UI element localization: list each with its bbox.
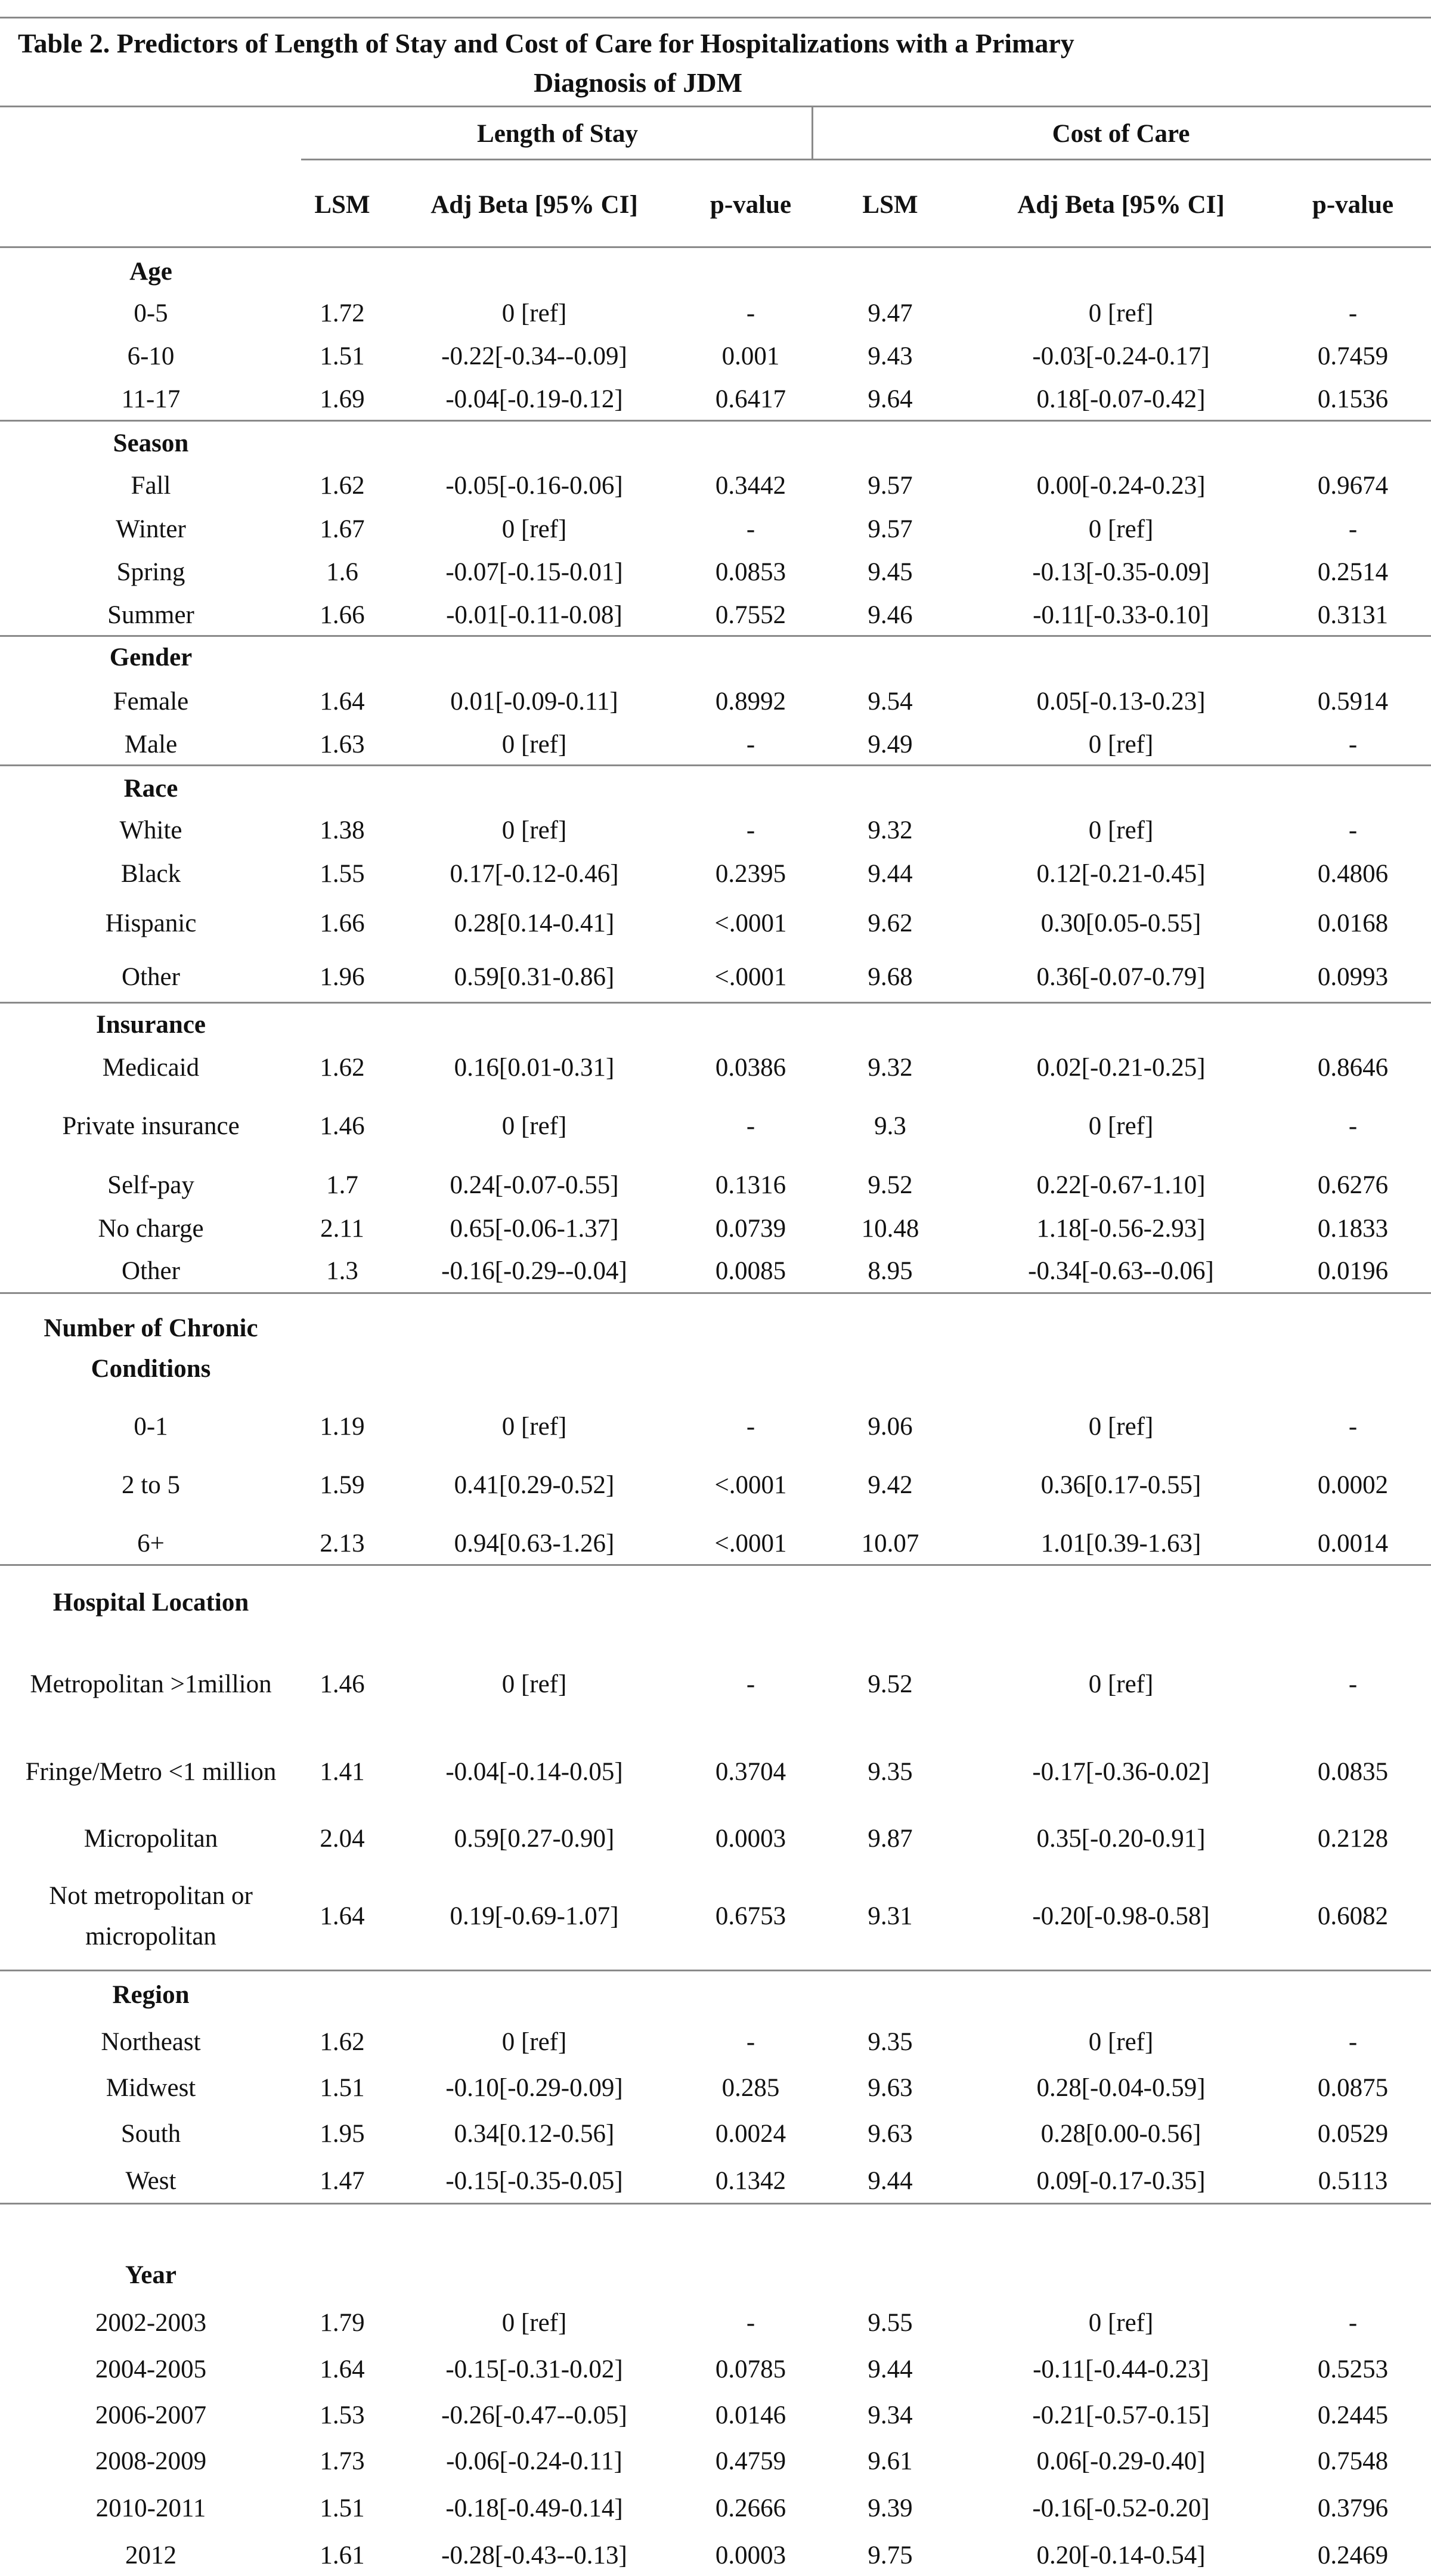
cell-coc-adj-beta: 0.18[-0.07-0.42] bbox=[1036, 385, 1206, 413]
cell-coc-p-value: 0.1536 bbox=[1317, 385, 1389, 413]
cell-coc-lsm: 9.62 bbox=[868, 909, 913, 937]
cell-los-lsm: 1.72 bbox=[320, 299, 365, 327]
cell-los-p-value: 0.8992 bbox=[715, 688, 786, 716]
cell-coc-adj-beta: -0.16[-0.52-0.20] bbox=[1032, 2494, 1210, 2522]
cell-coc-adj-beta: -0.03[-0.24-0.17] bbox=[1032, 342, 1210, 370]
cell-los-adj-beta: -0.28[-0.43--0.13] bbox=[441, 2541, 627, 2569]
cell-coc-lsm: 10.07 bbox=[861, 1530, 919, 1558]
cell-label: 2010-2011 bbox=[95, 2494, 206, 2522]
cell-los-p-value: <.0001 bbox=[714, 963, 787, 991]
cell-los-lsm: 1.46 bbox=[320, 1670, 365, 1698]
cell-los-p-value: 0.2395 bbox=[715, 860, 786, 888]
cell-coc-p-value: - bbox=[1348, 2028, 1358, 2056]
section-header: Year bbox=[125, 2261, 176, 2289]
cell-los-adj-beta: -0.26[-0.47--0.05] bbox=[441, 2401, 627, 2429]
cell-coc-lsm: 9.63 bbox=[868, 2120, 913, 2148]
cell-los-lsm: 1.95 bbox=[320, 2120, 365, 2148]
cell-coc-adj-beta: 0.12[-0.21-0.45] bbox=[1036, 860, 1206, 888]
title-rule bbox=[0, 106, 1431, 107]
cell-los-adj-beta: 0.17[-0.12-0.46] bbox=[450, 860, 619, 888]
column-header-los-p-value: p-value bbox=[710, 191, 792, 219]
cell-los-lsm: 1.66 bbox=[320, 601, 365, 629]
cell-label: 11-17 bbox=[121, 385, 181, 413]
section-header: Region bbox=[112, 1981, 190, 2009]
cell-coc-lsm: 9.68 bbox=[868, 963, 913, 991]
cell-los-lsm: 1.69 bbox=[320, 385, 365, 413]
cell-label: Female bbox=[113, 688, 189, 716]
cell-los-p-value: 0.3442 bbox=[715, 472, 786, 500]
section-header: Age bbox=[129, 258, 172, 286]
cell-los-p-value: 0.0785 bbox=[715, 2355, 786, 2383]
section-header: Hospital Location bbox=[52, 1589, 249, 1617]
cell-coc-p-value: 0.0168 bbox=[1317, 909, 1389, 937]
cell-los-adj-beta: 0 [ref] bbox=[501, 2028, 567, 2056]
cell-coc-lsm: 8.95 bbox=[868, 1257, 913, 1285]
cell-coc-p-value: - bbox=[1348, 730, 1358, 758]
cell-coc-p-value: - bbox=[1348, 1413, 1358, 1441]
cell-los-adj-beta: 0 [ref] bbox=[501, 816, 567, 844]
cell-coc-p-value: - bbox=[1348, 299, 1358, 327]
cell-los-lsm: 1.62 bbox=[320, 2028, 365, 2056]
cell-los-adj-beta: -0.07[-0.15-0.01] bbox=[445, 558, 623, 586]
cell-los-lsm: 1.51 bbox=[320, 2494, 365, 2522]
cell-coc-lsm: 9.55 bbox=[868, 2309, 913, 2337]
cell-los-lsm: 1.73 bbox=[320, 2447, 365, 2475]
cell-coc-lsm: 9.75 bbox=[868, 2541, 913, 2569]
cell-coc-adj-beta: 0.00[-0.24-0.23] bbox=[1036, 472, 1206, 500]
cell-coc-p-value: 0.0014 bbox=[1317, 1530, 1389, 1558]
cell-los-adj-beta: -0.16[-0.29--0.04] bbox=[441, 1257, 627, 1285]
column-header-coc-p-value: p-value bbox=[1312, 191, 1394, 219]
cell-coc-adj-beta: 0 [ref] bbox=[1088, 2028, 1154, 2056]
cell-coc-lsm: 9.34 bbox=[868, 2401, 913, 2429]
cell-los-lsm: 1.64 bbox=[320, 688, 365, 716]
cell-los-adj-beta: 0 [ref] bbox=[501, 1670, 567, 1698]
cell-los-p-value: - bbox=[746, 1413, 755, 1441]
section-rule bbox=[0, 420, 1431, 422]
cell-los-lsm: 1.64 bbox=[320, 2355, 365, 2383]
column-header-coc-lsm: LSM bbox=[862, 191, 918, 219]
cell-los-p-value: 0.6753 bbox=[715, 1902, 786, 1930]
column-header-coc-adj-beta: Adj Beta [95% CI] bbox=[1017, 191, 1225, 219]
cell-coc-p-value: 0.2128 bbox=[1317, 1825, 1389, 1853]
cell-coc-p-value: 0.2514 bbox=[1317, 558, 1389, 586]
cell-coc-adj-beta: 0 [ref] bbox=[1088, 730, 1154, 758]
cell-los-adj-beta: 0.24[-0.07-0.55] bbox=[450, 1171, 619, 1199]
cell-label: Self-pay bbox=[107, 1171, 194, 1199]
cell-los-p-value: 0.1316 bbox=[715, 1171, 786, 1199]
cell-coc-adj-beta: 0.09[-0.17-0.35] bbox=[1036, 2167, 1206, 2195]
cell-label: West bbox=[125, 2167, 176, 2195]
cell-coc-adj-beta: 0 [ref] bbox=[1088, 1413, 1154, 1441]
cell-coc-p-value: 0.0002 bbox=[1317, 1471, 1389, 1499]
cell-los-p-value: 0.0003 bbox=[715, 1825, 786, 1853]
cell-coc-p-value: 0.0196 bbox=[1317, 1257, 1389, 1285]
cell-los-p-value: - bbox=[746, 299, 755, 327]
section-header: Gender bbox=[109, 643, 193, 671]
cell-coc-adj-beta: -0.13[-0.35-0.09] bbox=[1032, 558, 1210, 586]
cell-los-lsm: 1.67 bbox=[320, 515, 365, 543]
cell-coc-lsm: 9.61 bbox=[868, 2447, 913, 2475]
cell-los-adj-beta: -0.05[-0.16-0.06] bbox=[445, 472, 623, 500]
cell-label: 2 to 5 bbox=[122, 1471, 180, 1499]
cell-coc-adj-beta: 0 [ref] bbox=[1088, 816, 1154, 844]
cell-los-p-value: 0.001 bbox=[721, 342, 780, 370]
cell-los-lsm: 1.41 bbox=[320, 1758, 365, 1786]
cell-los-p-value: <.0001 bbox=[714, 1471, 787, 1499]
cell-coc-lsm: 10.48 bbox=[861, 1215, 919, 1243]
cell-coc-p-value: 0.7548 bbox=[1317, 2447, 1389, 2475]
cell-los-lsm: 2.11 bbox=[320, 1215, 364, 1243]
cell-los-p-value: 0.3704 bbox=[715, 1758, 786, 1786]
cell-coc-p-value: 0.5914 bbox=[1317, 688, 1389, 716]
cell-coc-adj-beta: 0.20[-0.14-0.54] bbox=[1036, 2541, 1206, 2569]
cell-los-adj-beta: 0.19[-0.69-1.07] bbox=[450, 1902, 619, 1930]
cell-coc-lsm: 9.44 bbox=[868, 2355, 913, 2383]
cell-label: Other bbox=[122, 1257, 180, 1285]
cell-los-lsm: 1.46 bbox=[320, 1112, 365, 1140]
cell-coc-lsm: 9.49 bbox=[868, 730, 913, 758]
cell-coc-adj-beta: 1.18[-0.56-2.93] bbox=[1036, 1215, 1206, 1243]
cell-los-adj-beta: -0.15[-0.35-0.05] bbox=[445, 2167, 623, 2195]
cell-los-lsm: 1.47 bbox=[320, 2167, 365, 2195]
cell-label: Fringe/Metro <1 million bbox=[25, 1758, 277, 1786]
cell-coc-p-value: 0.8646 bbox=[1317, 1054, 1389, 1082]
cell-coc-adj-beta: -0.20[-0.98-0.58] bbox=[1032, 1902, 1210, 1930]
cell-label: Other bbox=[122, 963, 180, 991]
cell-los-adj-beta: 0.59[0.27-0.90] bbox=[454, 1825, 615, 1853]
cell-coc-lsm: 9.64 bbox=[868, 385, 913, 413]
cell-los-adj-beta: -0.22[-0.34--0.09] bbox=[441, 342, 627, 370]
cell-los-p-value: 0.6417 bbox=[715, 385, 786, 413]
cell-los-p-value: - bbox=[746, 1112, 755, 1140]
cell-los-p-value: 0.4759 bbox=[715, 2447, 786, 2475]
cell-coc-p-value: 0.2445 bbox=[1317, 2401, 1389, 2429]
cell-coc-lsm: 9.45 bbox=[868, 558, 913, 586]
cell-coc-lsm: 9.54 bbox=[868, 688, 913, 716]
cell-los-lsm: 1.61 bbox=[320, 2541, 365, 2569]
cell-los-adj-beta: 0.94[0.63-1.26] bbox=[454, 1530, 615, 1558]
column-header-los-lsm: LSM bbox=[314, 191, 370, 219]
cell-los-lsm: 2.04 bbox=[320, 1825, 365, 1853]
cell-coc-p-value: 0.6276 bbox=[1317, 1171, 1389, 1199]
cell-coc-lsm: 9.52 bbox=[868, 1670, 913, 1698]
cell-coc-lsm: 9.87 bbox=[868, 1825, 913, 1853]
cell-coc-p-value: 0.0875 bbox=[1317, 2074, 1389, 2102]
group-divider bbox=[811, 106, 813, 159]
cell-label: Medicaid bbox=[102, 1054, 200, 1082]
cell-label: No charge bbox=[98, 1215, 204, 1243]
cell-los-adj-beta: 0 [ref] bbox=[501, 730, 567, 758]
cell-label: Hispanic bbox=[105, 909, 197, 937]
cell-coc-p-value: - bbox=[1348, 515, 1358, 543]
cell-coc-adj-beta: -0.11[-0.44-0.23] bbox=[1033, 2355, 1209, 2383]
cell-los-lsm: 1.62 bbox=[320, 472, 365, 500]
cell-los-adj-beta: 0 [ref] bbox=[501, 515, 567, 543]
cell-los-p-value: - bbox=[746, 2309, 755, 2337]
cell-los-adj-beta: -0.15[-0.31-0.02] bbox=[445, 2355, 623, 2383]
cell-los-adj-beta: 0 [ref] bbox=[501, 1112, 567, 1140]
section-rule bbox=[0, 1564, 1431, 1566]
cell-coc-lsm: 9.35 bbox=[868, 2028, 913, 2056]
cell-label: 6+ bbox=[137, 1530, 165, 1558]
cell-label: 2012 bbox=[125, 2541, 176, 2569]
cell-coc-adj-beta: 0.02[-0.21-0.25] bbox=[1036, 1054, 1206, 1082]
cell-coc-p-value: 0.5113 bbox=[1318, 2167, 1388, 2195]
section-header: Insurance bbox=[96, 1011, 206, 1039]
cell-los-adj-beta: -0.04[-0.14-0.05] bbox=[445, 1758, 623, 1786]
cell-label: Midwest bbox=[106, 2074, 196, 2102]
cell-label: 2006-2007 bbox=[95, 2401, 207, 2429]
cell-coc-lsm: 9.06 bbox=[868, 1413, 913, 1441]
cell-label: Male bbox=[124, 730, 178, 758]
cell-los-adj-beta: 0.41[0.29-0.52] bbox=[454, 1471, 615, 1499]
cell-coc-p-value: 0.4806 bbox=[1317, 860, 1389, 888]
cell-label: Winter bbox=[116, 515, 186, 543]
cell-coc-lsm: 9.57 bbox=[868, 515, 913, 543]
cell-coc-adj-beta: 1.01[0.39-1.63] bbox=[1040, 1530, 1201, 1558]
cell-coc-adj-beta: 0 [ref] bbox=[1088, 299, 1154, 327]
cell-los-p-value: <.0001 bbox=[714, 909, 787, 937]
cell-coc-adj-beta: 0.06[-0.29-0.40] bbox=[1036, 2447, 1206, 2475]
cell-coc-p-value: 0.9674 bbox=[1317, 472, 1389, 500]
section-rule bbox=[0, 1002, 1431, 1004]
cell-coc-adj-beta: -0.11[-0.33-0.10] bbox=[1033, 601, 1209, 629]
cell-coc-lsm: 9.52 bbox=[868, 1171, 913, 1199]
cell-coc-lsm: 9.47 bbox=[868, 299, 913, 327]
cell-coc-p-value: - bbox=[1348, 816, 1358, 844]
cell-los-p-value: - bbox=[746, 2028, 755, 2056]
cell-coc-adj-beta: 0.30[0.05-0.55] bbox=[1040, 909, 1201, 937]
cell-coc-p-value: 0.5253 bbox=[1317, 2355, 1389, 2383]
cell-los-lsm: 1.6 bbox=[326, 558, 358, 586]
cell-coc-p-value: 0.3796 bbox=[1317, 2494, 1389, 2522]
cell-los-p-value: 0.285 bbox=[721, 2074, 780, 2102]
cell-coc-lsm: 9.44 bbox=[868, 860, 913, 888]
section-header: Race bbox=[123, 775, 178, 803]
cell-coc-adj-beta: 0 [ref] bbox=[1088, 1112, 1154, 1140]
cell-los-p-value: 0.2666 bbox=[715, 2494, 786, 2522]
cell-coc-lsm: 9.39 bbox=[868, 2494, 913, 2522]
group-header-cost-of-care: Cost of Care bbox=[1052, 120, 1190, 148]
cell-coc-lsm: 9.43 bbox=[868, 342, 913, 370]
cell-los-adj-beta: -0.04[-0.19-0.12] bbox=[445, 385, 623, 413]
cell-los-p-value: 0.0085 bbox=[715, 1257, 786, 1285]
cell-label: Black bbox=[120, 860, 181, 888]
cell-los-adj-beta: 0 [ref] bbox=[501, 2309, 567, 2337]
cell-los-lsm: 1.55 bbox=[320, 860, 365, 888]
cell-coc-adj-beta: 0 [ref] bbox=[1088, 1670, 1154, 1698]
group-rule bbox=[301, 159, 1431, 160]
cell-los-p-value: 0.0003 bbox=[715, 2541, 786, 2569]
cell-label: White bbox=[119, 816, 182, 844]
cell-coc-p-value: 0.1833 bbox=[1317, 1215, 1389, 1243]
cell-label: Fall bbox=[131, 472, 171, 500]
header-rule bbox=[0, 246, 1431, 248]
cell-coc-lsm: 9.42 bbox=[868, 1471, 913, 1499]
cell-coc-adj-beta: 0.28[-0.04-0.59] bbox=[1036, 2074, 1206, 2102]
cell-los-p-value: <.0001 bbox=[714, 1530, 787, 1558]
section-header: Season bbox=[113, 429, 189, 457]
cell-los-adj-beta: 0.34[0.12-0.56] bbox=[454, 2120, 615, 2148]
cell-coc-p-value: 0.0993 bbox=[1317, 963, 1389, 991]
cell-coc-p-value: 0.2469 bbox=[1317, 2541, 1389, 2569]
cell-label: Summer bbox=[107, 601, 194, 629]
cell-los-adj-beta: -0.01[-0.11-0.08] bbox=[446, 601, 622, 629]
section-rule bbox=[0, 1292, 1431, 1294]
cell-los-p-value: 0.1342 bbox=[715, 2167, 786, 2195]
cell-los-lsm: 1.63 bbox=[320, 730, 365, 758]
cell-coc-p-value: - bbox=[1348, 1670, 1358, 1698]
cell-label: Private insurance bbox=[62, 1112, 240, 1140]
cell-los-adj-beta: 0.28[0.14-0.41] bbox=[454, 909, 615, 937]
cell-los-p-value: - bbox=[746, 730, 755, 758]
cell-label: Micropolitan bbox=[83, 1825, 218, 1853]
cell-los-adj-beta: 0.65[-0.06-1.37] bbox=[450, 1215, 619, 1243]
cell-los-p-value: 0.0024 bbox=[715, 2120, 786, 2148]
cell-los-p-value: - bbox=[746, 515, 755, 543]
cell-los-p-value: 0.0739 bbox=[715, 1215, 786, 1243]
cell-coc-adj-beta: 0.35[-0.20-0.91] bbox=[1036, 1825, 1206, 1853]
cell-los-adj-beta: 0 [ref] bbox=[501, 299, 567, 327]
cell-label: 0-1 bbox=[134, 1413, 168, 1441]
cell-los-adj-beta: -0.18[-0.49-0.14] bbox=[445, 2494, 623, 2522]
cell-los-lsm: 1.66 bbox=[320, 909, 365, 937]
cell-los-lsm: 1.79 bbox=[320, 2309, 365, 2337]
cell-label: 2004-2005 bbox=[95, 2355, 207, 2383]
cell-coc-p-value: - bbox=[1348, 2309, 1358, 2337]
cell-los-lsm: 1.51 bbox=[320, 2074, 365, 2102]
section-header: Number of Chronic Conditions bbox=[44, 1314, 258, 1383]
cell-coc-adj-beta: -0.34[-0.63--0.06] bbox=[1028, 1257, 1214, 1285]
cell-coc-lsm: 9.31 bbox=[868, 1902, 913, 1930]
table-title-line1: Table 2. Predictors of Length of Stay and Cost of Care for Hospitalizations with a Primary bbox=[18, 28, 1074, 58]
cell-coc-adj-beta: 0 [ref] bbox=[1088, 2309, 1154, 2337]
cell-los-p-value: - bbox=[746, 1670, 755, 1698]
cell-coc-lsm: 9.3 bbox=[874, 1112, 906, 1140]
cell-coc-adj-beta: 0.36[-0.07-0.79] bbox=[1036, 963, 1206, 991]
cell-coc-adj-beta: 0.28[0.00-0.56] bbox=[1040, 2120, 1201, 2148]
section-rule bbox=[0, 2203, 1431, 2205]
cell-los-lsm: 1.51 bbox=[320, 342, 365, 370]
cell-los-adj-beta: -0.06[-0.24-0.11] bbox=[446, 2447, 622, 2475]
cell-los-p-value: 0.0386 bbox=[715, 1054, 786, 1082]
cell-coc-adj-beta: -0.21[-0.57-0.15] bbox=[1032, 2401, 1210, 2429]
group-header-length-of-stay: Length of Stay bbox=[477, 120, 638, 148]
cell-los-lsm: 2.13 bbox=[320, 1530, 365, 1558]
cell-los-adj-beta: 0.01[-0.09-0.11] bbox=[450, 688, 618, 716]
cell-label: 6-10 bbox=[127, 342, 175, 370]
cell-los-adj-beta: 0 [ref] bbox=[501, 1413, 567, 1441]
cell-coc-lsm: 9.32 bbox=[868, 1054, 913, 1082]
cell-coc-p-value: 0.6082 bbox=[1317, 1902, 1389, 1930]
cell-los-lsm: 1.3 bbox=[326, 1257, 358, 1285]
cell-los-adj-beta: -0.10[-0.29-0.09] bbox=[445, 2074, 623, 2102]
cell-los-lsm: 1.19 bbox=[320, 1413, 365, 1441]
cell-coc-lsm: 9.32 bbox=[868, 816, 913, 844]
cell-coc-lsm: 9.46 bbox=[868, 601, 913, 629]
cell-los-lsm: 1.7 bbox=[326, 1171, 358, 1199]
cell-coc-p-value: 0.0529 bbox=[1317, 2120, 1389, 2148]
cell-coc-lsm: 9.63 bbox=[868, 2074, 913, 2102]
cell-los-p-value: 0.7552 bbox=[715, 601, 786, 629]
cell-coc-p-value: 0.7459 bbox=[1317, 342, 1389, 370]
cell-coc-adj-beta: 0.22[-0.67-1.10] bbox=[1036, 1171, 1206, 1199]
cell-coc-p-value: 0.0835 bbox=[1317, 1758, 1389, 1786]
cell-label: Spring bbox=[116, 558, 185, 586]
cell-label: 2008-2009 bbox=[95, 2447, 207, 2475]
cell-coc-adj-beta: 0.05[-0.13-0.23] bbox=[1036, 688, 1206, 716]
cell-coc-lsm: 9.44 bbox=[868, 2167, 913, 2195]
cell-coc-p-value: 0.3131 bbox=[1317, 601, 1389, 629]
cell-coc-lsm: 9.57 bbox=[868, 472, 913, 500]
cell-coc-adj-beta: -0.17[-0.36-0.02] bbox=[1032, 1758, 1210, 1786]
cell-label: Metropolitan >1million bbox=[30, 1670, 272, 1698]
cell-label: 0-5 bbox=[134, 299, 168, 327]
cell-label: South bbox=[120, 2120, 181, 2148]
cell-los-p-value: - bbox=[746, 816, 755, 844]
cell-coc-adj-beta: 0 [ref] bbox=[1088, 515, 1154, 543]
cell-label: Not metropolitan or micropolitan bbox=[49, 1882, 253, 1950]
cell-los-lsm: 1.62 bbox=[320, 1054, 365, 1082]
column-header-los-adj-beta: Adj Beta [95% CI] bbox=[430, 191, 638, 219]
cell-coc-adj-beta: 0.36[0.17-0.55] bbox=[1040, 1471, 1201, 1499]
cell-coc-p-value: - bbox=[1348, 1112, 1358, 1140]
cell-los-lsm: 1.64 bbox=[320, 1902, 365, 1930]
cell-coc-lsm: 9.35 bbox=[868, 1758, 913, 1786]
cell-los-adj-beta: 0.16[0.01-0.31] bbox=[454, 1054, 615, 1082]
top-rule bbox=[0, 17, 1431, 18]
cell-los-adj-beta: 0.59[0.31-0.86] bbox=[454, 963, 615, 991]
cell-los-lsm: 1.38 bbox=[320, 816, 365, 844]
section-rule bbox=[0, 1970, 1431, 1971]
cell-label: Northeast bbox=[101, 2028, 201, 2056]
table-title-line2: Diagnosis of JDM bbox=[533, 67, 743, 98]
cell-los-lsm: 1.96 bbox=[320, 963, 365, 991]
cell-los-lsm: 1.59 bbox=[320, 1471, 365, 1499]
cell-los-lsm: 1.53 bbox=[320, 2401, 365, 2429]
cell-los-p-value: 0.0146 bbox=[715, 2401, 786, 2429]
cell-los-p-value: 0.0853 bbox=[715, 558, 786, 586]
cell-label: 2002-2003 bbox=[95, 2309, 207, 2337]
